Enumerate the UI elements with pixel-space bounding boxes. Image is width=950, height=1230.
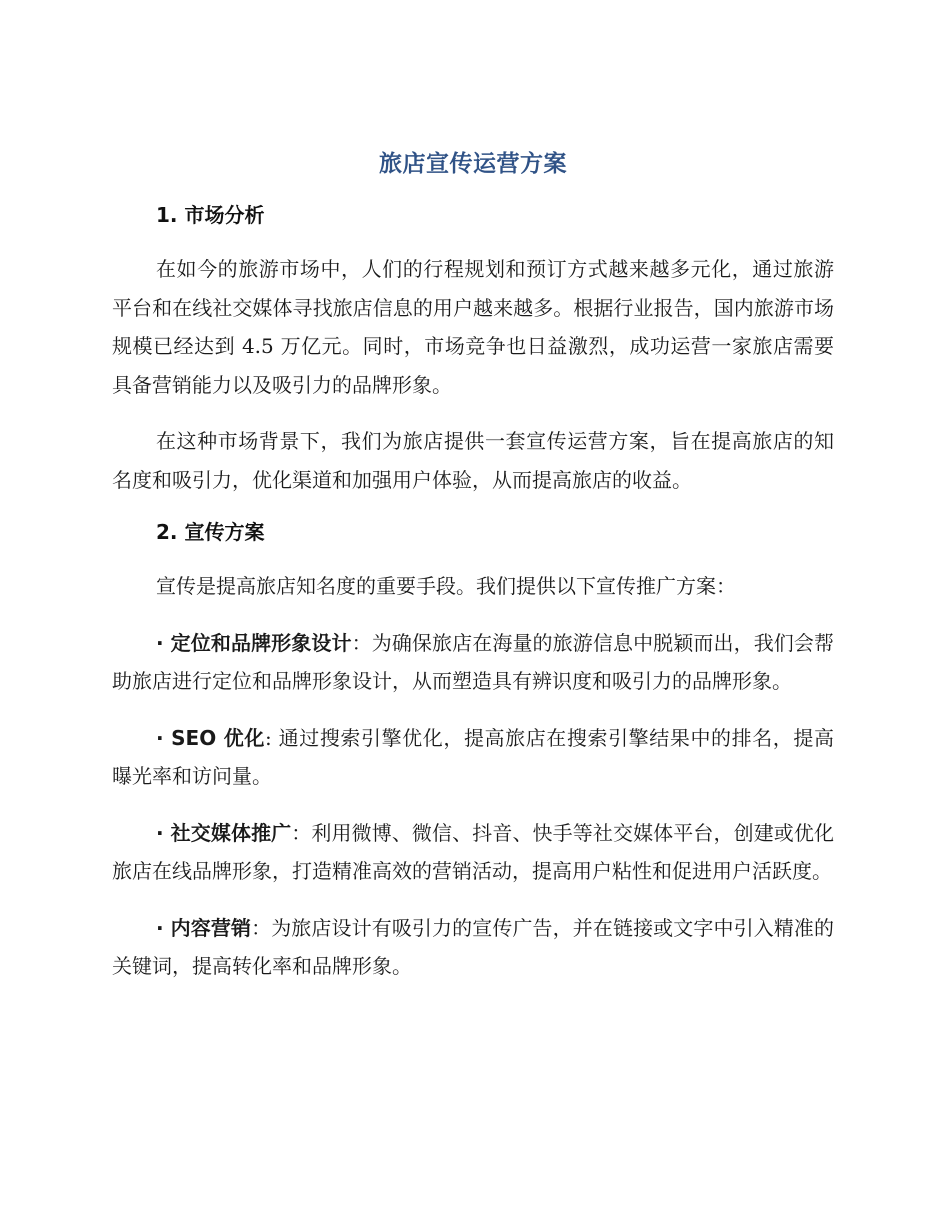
bullet-term: · 社交媒体推广	[156, 820, 292, 845]
bullet-text: ：为旅店设计有吸引力的宣传广告，并在链接或文字中引入精准的关键词，提高转化率和品牌形象。	[112, 915, 835, 978]
paragraph: 在如今的旅游市场中，人们的行程规划和预订方式越来越多元化，通过旅游平台和在线社交媒体寻找旅店信息的用户越来越多。根据行业报告，国内旅游市场规模已经达到 4.5 万亿元。同时，市场竞争也日益激烈，成功运营一家旅店需要具备营销能力以及吸引力的品牌形象。	[112, 257, 834, 397]
section-heading-promotion-plan: 2. 宣传方案	[156, 520, 265, 544]
bullet-item-content-marketing	[112, 909, 834, 986]
bullet-term: · SEO 优化	[156, 725, 265, 750]
paragraph: 在这种市场背景下，我们为旅店提供一套宣传运营方案，旨在提高旅店的知名度和吸引力，优化渠道和加强用户体验，从而提高旅店的收益。	[112, 429, 834, 492]
bullet-text: : 通过搜索引擎优化，提高旅店在搜索引擎结果中的排名，提高曝光率和访问量。	[112, 725, 834, 788]
bullet-term: · 内容营销	[156, 915, 252, 940]
bullet-item-brand-design	[112, 624, 834, 701]
paragraph-intro: 宣传是提高旅店知名度的重要手段。我们提供以下宣传推广方案：	[156, 574, 736, 598]
document-page	[112, 148, 834, 1004]
bullet-term: · 定位和品牌形象设计	[156, 630, 352, 655]
bullet-item-social-media	[112, 814, 834, 891]
bullet-text: ：为确保旅店在海量的旅游信息中脱颖而出，我们会帮助旅店进行定位和品牌形象设计，从而塑造具有辨识度和吸引力的品牌形象。	[112, 630, 835, 693]
document-title: 旅店宣传运营方案	[379, 151, 567, 177]
section-heading-market-analysis: 1. 市场分析	[156, 203, 265, 227]
bullet-text: ：利用微博、微信、抖音、快手等社交媒体平台，创建或优化旅店在线品牌形象，打造精准高效的营销活动，提高用户粘性和促进用户活跃度。	[112, 820, 835, 883]
bullet-item-seo	[112, 719, 834, 796]
